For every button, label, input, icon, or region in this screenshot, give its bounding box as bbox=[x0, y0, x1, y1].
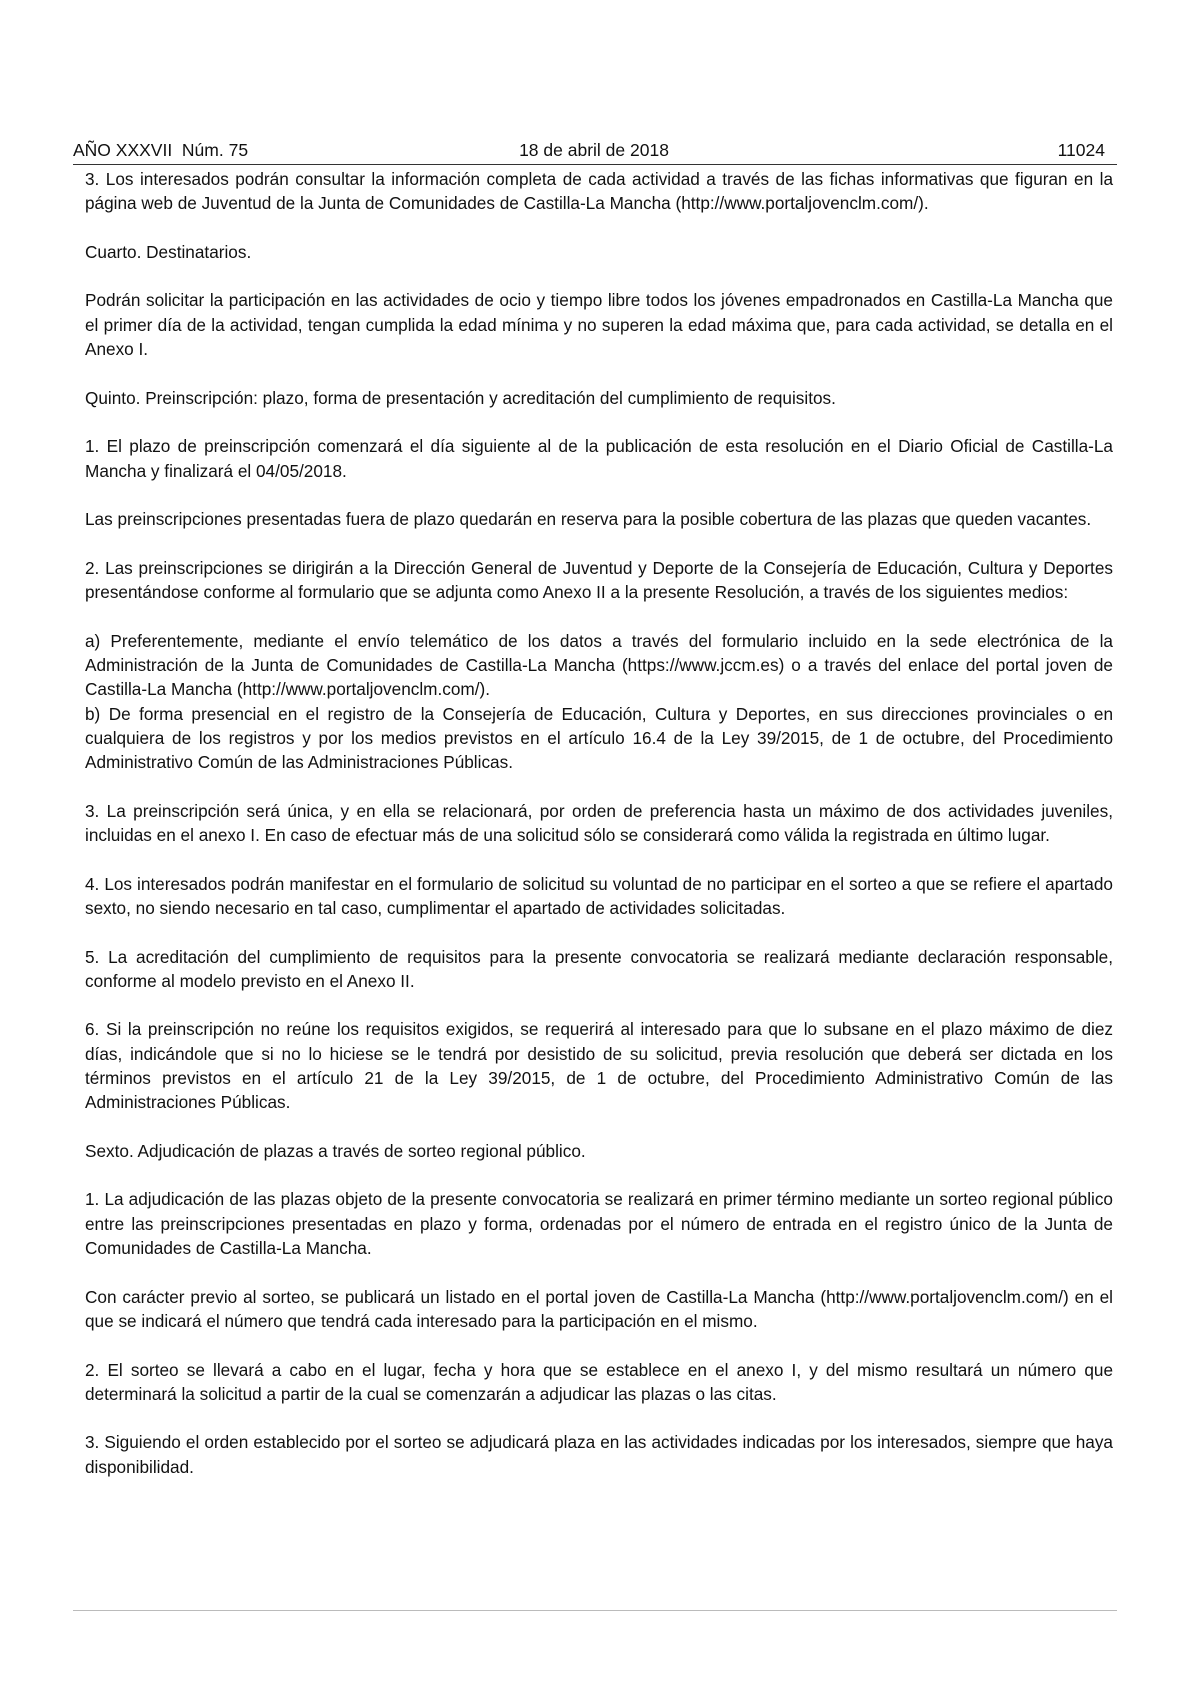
paragraph: 4. Los interesados podrán manifestar en el formulario de solicitud su voluntad de no participar en el sorteo a que se refiere el apartado sexto, no siendo necesario en tal caso, cumplimentar el apartado de actividades solicitadas. bbox=[85, 873, 1113, 918]
paragraph: 3. La preinscripción será única, y en ella se relacionará, por orden de preferencia hasta un máximo de dos actividades juveniles, incluidas en el anexo I. En caso de efectuar más de una solicitud sólo se considerará como válida la registrada en último lugar. bbox=[85, 800, 1113, 846]
paragraph: 2. El sorteo se llevará a cabo en el lugar, fecha y hora que se establece en el anexo I, y del mismo resultará un número que determinará la solicitud a partir de la cual se comenzarán a adjudicar las plazas o las citas. bbox=[85, 1359, 1113, 1404]
paragraph: 6. Si la preinscripción no reúne los requisitos exigidos, se requerirá al interesado para que lo subsane en el plazo máximo de diez días, indicándole que si no lo hiciese se le tendrá por desistido de su solicitud, previa resolución que deberá ser dictada en los términos previstos en el artículo 21 de la Ley 39/2015, de 1 de octubre, del Procedimiento Administrativo Común de las Administraciones Públicas. bbox=[85, 1019, 1113, 1113]
paragraph: 5. La acreditación del cumplimiento de requisitos para la presente convocatoria se realizará mediante declaración responsable, conforme al modelo previsto en el Anexo II. bbox=[85, 946, 1113, 991]
document-body bbox=[85, 167, 1113, 1479]
section-heading-sexto: Sexto. Adjudicación de plazas a través de sorteo regional público. bbox=[85, 1140, 586, 1161]
list-item-a: a) Preferentemente, mediante el envío telemático de los datos a través del formulario incluido en la sede electrónica de la Administración de la Junta de Comunidades de Castilla-La Mancha (https://www.jccm.es) o a través del enlace del portal joven de Castilla-La Mancha (http://www.portaljovenclm.com/). bbox=[85, 630, 1113, 700]
page-header bbox=[73, 137, 1115, 163]
section-heading-quinto: Quinto. Preinscripción: plazo, forma de presentación y acreditación del cumplimiento de requisitos. bbox=[85, 387, 836, 408]
header-divider bbox=[73, 164, 1117, 165]
section-heading-cuarto: Cuarto. Destinatarios. bbox=[85, 241, 252, 262]
publication-date: 18 de abril de 2018 bbox=[519, 140, 669, 160]
paragraph: 1. La adjudicación de las plazas objeto de la presente convocatoria se realizará en primer término mediante un sorteo regional público entre las preinscripciones presentadas en plazo y forma, ordenadas por el número de entrada en el registro único de la Junta de Comunidades de Castilla-La Mancha. bbox=[85, 1189, 1113, 1259]
page-number: 11024 bbox=[1057, 140, 1105, 160]
footer-divider bbox=[73, 1610, 1117, 1611]
issue-number: AÑO XXXVII Núm. 75 bbox=[73, 140, 249, 160]
paragraph: 3. Siguiendo el orden establecido por el sorteo se adjudicará plaza en las actividades indicadas por los interesados, siempre que haya disponibilidad. bbox=[85, 1432, 1113, 1477]
paragraph: 2. Las preinscripciones se dirigirán a la Dirección General de Juventud y Deporte de la Consejería de Educación, Cultura y Deportes presentándose conforme al formulario que se adjunta como Anexo II a la presente Resolución, a través de los siguientes medios: bbox=[85, 557, 1113, 603]
paragraph: 3. Los interesados podrán consultar la información completa de cada actividad a través de las fichas informativas que figuran en la página web de Juventud de la Junta de Comunidades de Castilla-La Mancha (http://www.portaljovenclm.com/). bbox=[85, 169, 1113, 214]
paragraph: Las preinscripciones presentadas fuera de plazo quedarán en reserva para la posible cobertura de las plazas que queden vacantes. bbox=[85, 509, 1092, 530]
paragraph: Podrán solicitar la participación en las actividades de ocio y tiempo libre todos los jóvenes empadronados en Castilla-La Mancha que el primer día de la actividad, tengan cumplida la edad mínima y no superen la edad máxima que, para cada actividad, se detalla en el Anexo I. bbox=[85, 290, 1113, 360]
paragraph: 1. El plazo de preinscripción comenzará el día siguiente al de la publicación de esta resolución en el Diario Oficial de Castilla-La Mancha y finalizará el 04/05/2018. bbox=[85, 436, 1113, 481]
list-item-b: b) De forma presencial en el registro de la Consejería de Educación, Cultura y Deportes, en sus direcciones provinciales o en cualquiera de los registros y por los medios previstos en el artículo 16.4 de la Ley 39/2015, de 1 de octubre, del Procedimiento Administrativo Común de las Administraciones Públicas. bbox=[85, 703, 1113, 773]
paragraph: Con carácter previo al sorteo, se publicará un listado en el portal joven de Castilla-La Mancha (http://www.portaljovenclm.com/) en el que se indicará el número que tendrá cada interesado para la participación en el mismo. bbox=[85, 1286, 1113, 1331]
